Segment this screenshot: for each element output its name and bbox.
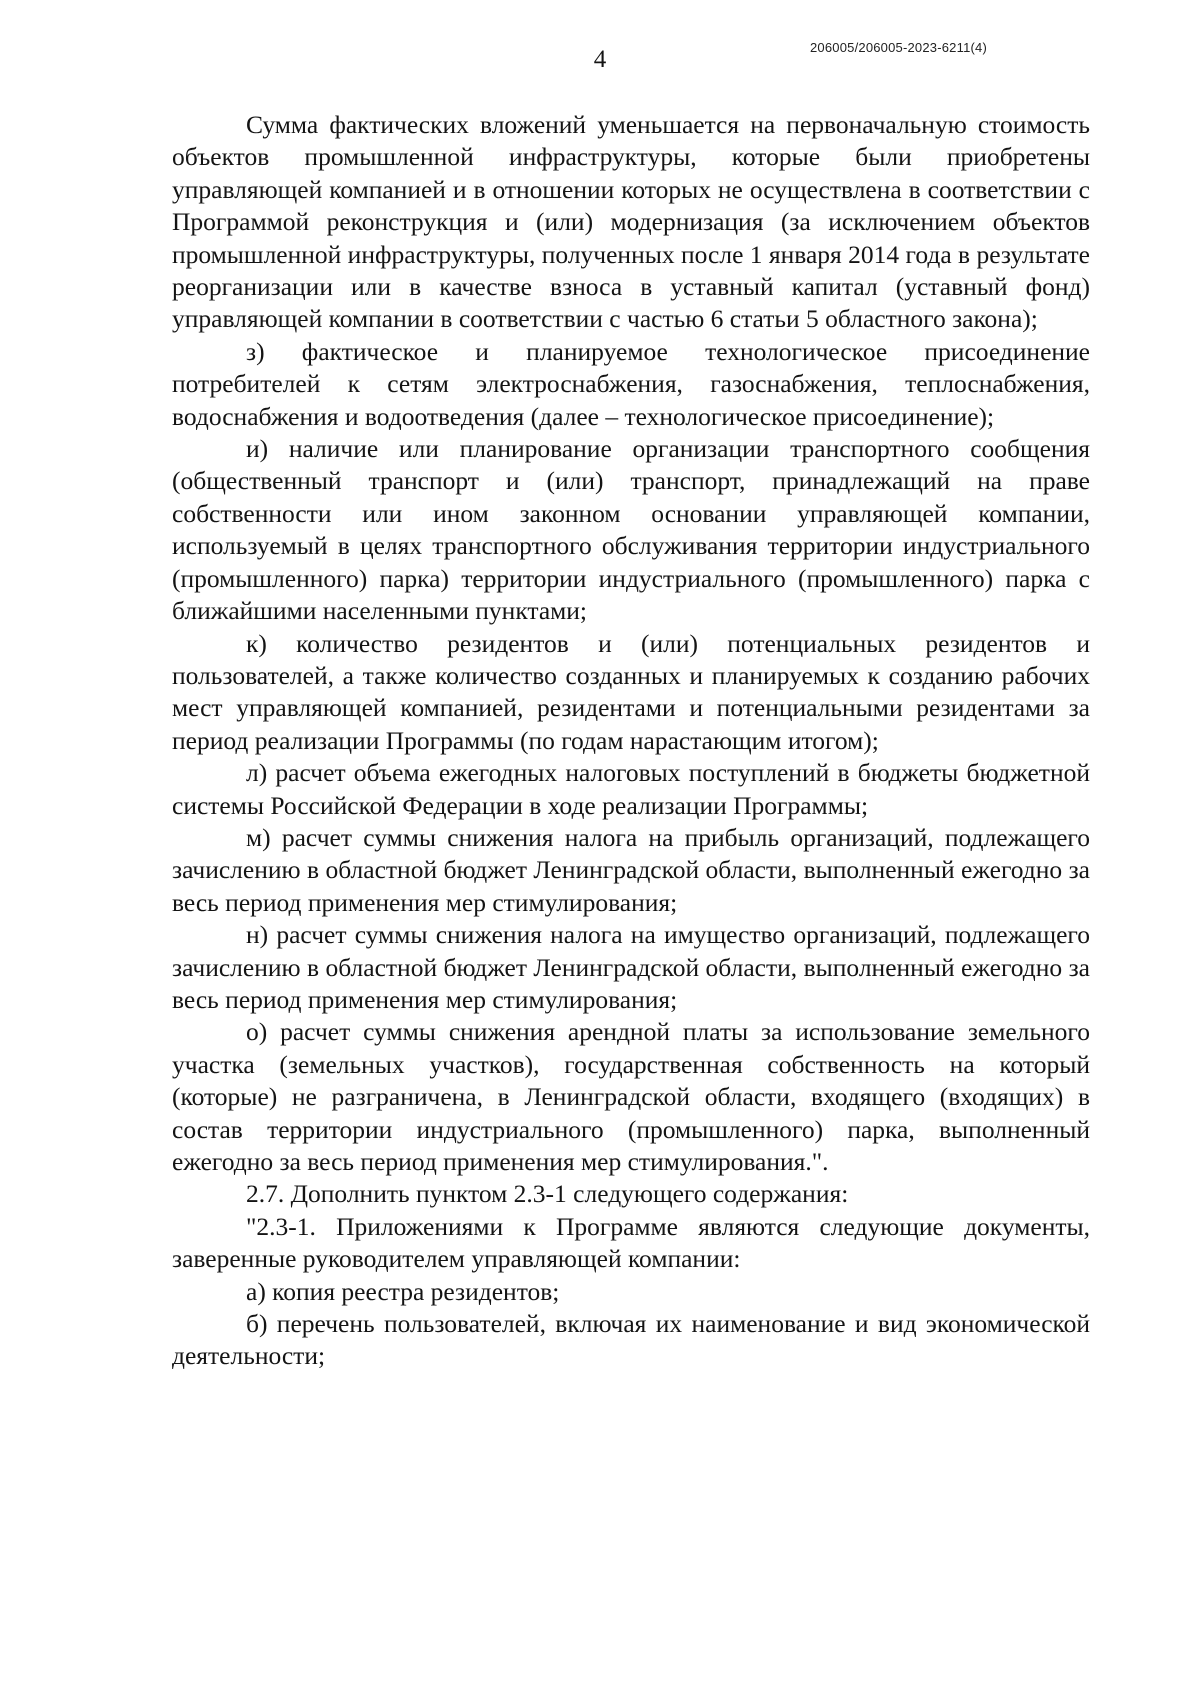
document-id: 206005/206005-2023-6211(4) [810,40,987,55]
paragraph-k: к) количество резидентов и (или) потенциальных резидентов и пользователей, а также количество созданных и планируемых к созданию рабочих мест управляющей компанией, резидентами и потенциальными резидентами за период реализации Программы (по годам нарастающим итогом); [172,628,1090,755]
paragraph-l: л) расчет объема ежегодных налоговых поступлений в бюджеты бюджетной системы Российской Федерации в ходе реализации Программы; [172,758,1090,820]
paragraph-z: з) фактическое и планируемое технологическое присоединение потребителей к сетям электроснабжения, газоснабжения, теплоснабжения, водоснабжения и водоотведения (далее – технологическое присоединение); [172,336,1090,431]
document-body [172,109,1090,1373]
paragraph-investment-reduction: Сумма фактических вложений уменьшается на первоначальную стоимость объектов промышленной инфраструктуры, которые были приобретены управляющей компанией и в отношении которых не осуществлена в соответствии с Программой реконструкция и (или) модернизация (за исключением объектов промышленной инфраструктуры, полученных после 1 января 2014 года в результате реорганизации или в качестве взноса в уставный капитал (уставный фонд) управляющей компании в соответствии с частью 6 статьи 5 областного закона); [172,110,1090,334]
paragraph-2-3-1: "2.3-1. Приложениями к Программе являются следующие документы, заверенные руководителем управляющей компании: [172,1211,1090,1274]
paragraph-b: б) перечень пользователей, включая их наименование и вид экономической деятельности; [172,1309,1090,1371]
paragraph-m: м) расчет суммы снижения налога на прибыль организаций, подлежащего зачислению в областной бюджет Ленинградской области, выполненный ежегодно за весь период применения мер стимулирования; [172,822,1090,917]
paragraph-n: н) расчет суммы снижения налога на имущество организаций, подлежащего зачислению в областной бюджет Ленинградской области, выполненный ежегодно за весь период применения мер стимулирования; [172,920,1090,1014]
paragraph-2-7: 2.7. Дополнить пунктом 2.3-1 следующего содержания: [246,1179,849,1209]
page-number: 4 [593,46,607,73]
paragraph-i: и) наличие или планирование организации транспортного сообщения (общественный транспорт и (или) транспорт, принадлежащий на праве собственности или ином законном основании управляющей компании, используемый в целях транспортного обслуживания территории индустриального (промышленного) парка) территории индустриального (промышленного) парка с ближайшими населенными пунктами; [172,434,1090,626]
paragraph-a: а) копия реестра резидентов; [246,1276,560,1306]
paragraph-o: о) расчет суммы снижения арендной платы за использование земельного участка (земельных участков), государственная собственность на который (которые) не разграничена, в Ленинградской области, входящего (входящих) в состав территории индустриального (промышленного) парка, выполненный ежегодно за весь период применения мер стимулирования.". [172,1017,1090,1176]
